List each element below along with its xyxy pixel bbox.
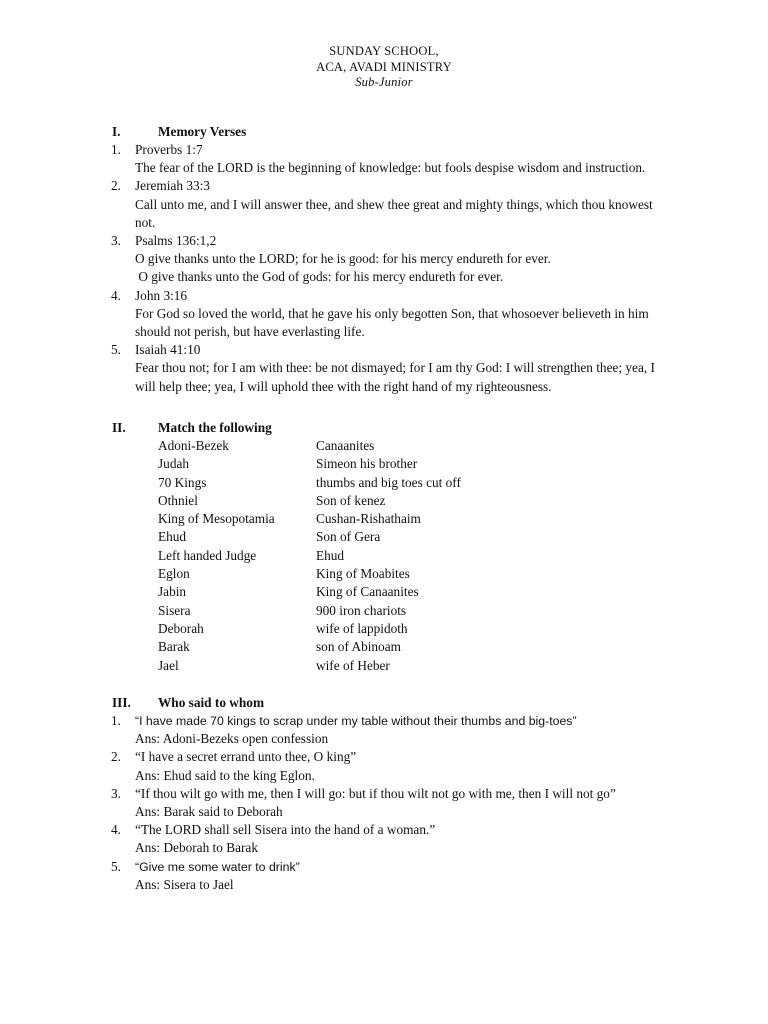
match-term: Barak	[158, 639, 190, 655]
verse-text: will help thee; yea, I will uphold thee with the right hand of my righteousness.	[135, 378, 552, 394]
verse-text: For God so loved the world, that he gave his only begotten Son, that whosoever believeth in him	[135, 305, 649, 321]
header-line-1: SUNDAY SCHOOL,	[329, 44, 439, 58]
item-number: 3.	[111, 233, 121, 249]
verse-reference: John 3:16	[135, 287, 188, 303]
list-item	[111, 232, 692, 287]
who-said-section	[112, 694, 692, 894]
item-number: 4.	[111, 822, 121, 838]
match-row	[158, 602, 692, 620]
list-item	[111, 712, 692, 748]
match-row	[158, 474, 692, 492]
verse-text: O give thanks unto the LORD; for he is good: for his mercy endureth for ever.	[135, 251, 551, 267]
match-term: Eglon	[158, 566, 190, 582]
match-answer: Son of Gera	[316, 529, 381, 545]
list-item	[111, 177, 692, 232]
match-answer: Ehud	[316, 547, 345, 563]
document-header	[0, 44, 768, 91]
verse-text: not.	[135, 214, 156, 230]
verse-reference: Psalms 136:1,2	[135, 233, 217, 249]
list-item	[111, 341, 692, 396]
match-term: Sisera	[158, 602, 191, 618]
match-answer: Cushan-Rishathaim	[316, 511, 421, 527]
verse-text: Fear thou not; for I am with thee: be not dismayed; for I am thy God: I will strengthen thee; yea, I	[135, 360, 655, 376]
match-answer: Son of kenez	[316, 492, 386, 508]
match-term: 70 Kings	[158, 474, 207, 490]
match-term: Jael	[158, 657, 179, 673]
match-row	[158, 547, 692, 565]
verse-text: Call unto me, and I will answer thee, and shew thee great and mighty things, which thou knowest	[135, 196, 653, 212]
match-row	[158, 657, 692, 675]
match-row	[158, 638, 692, 656]
match-answer: wife of lappidoth	[316, 620, 408, 636]
list-item	[111, 141, 692, 177]
match-table	[158, 437, 692, 675]
match-answer: son of Abinoam	[316, 639, 401, 655]
match-term: Adoni-Bezek	[158, 438, 229, 453]
list-item	[111, 785, 692, 821]
match-section	[112, 419, 692, 675]
match-term: Deborah	[158, 620, 204, 636]
item-number: 5.	[111, 858, 121, 874]
answer-text: Ans: Barak said to Deborah	[135, 804, 283, 820]
who-said-list	[111, 712, 692, 894]
match-term: King of Mesopotamia	[158, 511, 275, 527]
match-answer: King of Canaanites	[316, 584, 419, 600]
answer-text: Ans: Deborah to Barak	[135, 840, 258, 856]
item-number: 1.	[111, 713, 121, 728]
section-heading	[112, 123, 692, 141]
list-item	[111, 858, 692, 894]
answer-text: Ans: Sisera to Jael	[135, 876, 234, 892]
match-row	[158, 565, 692, 583]
verse-text: O give thanks unto the God of gods: for his mercy endureth for ever.	[135, 269, 504, 285]
item-number: 2.	[111, 178, 121, 194]
match-answer: King of Moabites	[316, 566, 410, 582]
match-row	[158, 510, 692, 528]
section-number: I.	[112, 124, 121, 139]
section-title: Who said to whom	[158, 695, 265, 710]
list-item	[111, 287, 692, 342]
header-line-2: ACA, AVADI MINISTRY	[316, 59, 452, 74]
quote-text: “I have a secret errand unto thee, O king”	[135, 749, 357, 765]
list-item	[111, 748, 692, 784]
quote-text: “I have made 70 kings to scrap under my table without their thumbs and big-toes”	[135, 714, 577, 728]
match-answer: Simeon his brother	[316, 456, 418, 472]
verse-reference: Isaiah 41:10	[135, 342, 201, 358]
section-heading	[112, 419, 692, 437]
quote-text: “If thou wilt go with me, then I will go: but if thou wilt not go with me, then I will not go”	[135, 785, 616, 801]
section-number: III.	[112, 695, 131, 710]
match-answer: wife of Heber	[316, 657, 390, 673]
match-answer: 900 iron chariots	[316, 602, 407, 618]
memory-verses-section	[112, 123, 692, 396]
match-term: Judah	[158, 456, 190, 472]
verse-reference: Proverbs 1:7	[135, 142, 203, 157]
match-row	[158, 620, 692, 638]
item-number: 5.	[111, 342, 121, 358]
section-heading	[112, 694, 692, 712]
match-term: Left handed Judge	[158, 547, 257, 563]
answer-text: Ans: Adoni-Bezeks open confession	[135, 731, 329, 747]
match-term: Jabin	[158, 584, 187, 600]
verse-reference: Jeremiah 33:3	[135, 178, 210, 194]
match-row	[158, 492, 692, 510]
match-answer: thumbs and big toes cut off	[316, 474, 461, 490]
answer-text: Ans: Ehud said to the king Eglon.	[135, 767, 315, 783]
memory-verse-list	[111, 141, 692, 396]
verse-text: should not perish, but have everlasting life.	[135, 324, 365, 340]
match-term: Othniel	[158, 492, 198, 508]
verse-text: The fear of the LORD is the beginning of knowledge: but fools despise wisdom and instruction.	[135, 160, 646, 176]
item-number: 2.	[111, 749, 121, 765]
list-item	[111, 821, 692, 857]
item-number: 1.	[111, 142, 121, 157]
item-number: 3.	[111, 785, 121, 801]
match-row	[158, 528, 692, 546]
section-title: Memory Verses	[158, 124, 247, 139]
match-term: Ehud	[158, 529, 187, 545]
match-row	[158, 437, 692, 455]
quote-text: “Give me some water to drink”	[135, 859, 300, 874]
section-title: Match the following	[158, 420, 272, 435]
match-answer: Canaanites	[316, 438, 375, 453]
header-line-3: Sub-Junior	[355, 75, 413, 89]
match-row	[158, 455, 692, 473]
quote-text: “The LORD shall sell Sisera into the hand of a woman.”	[135, 822, 436, 838]
section-number: II.	[112, 420, 126, 435]
item-number: 4.	[111, 287, 121, 303]
match-row	[158, 583, 692, 601]
